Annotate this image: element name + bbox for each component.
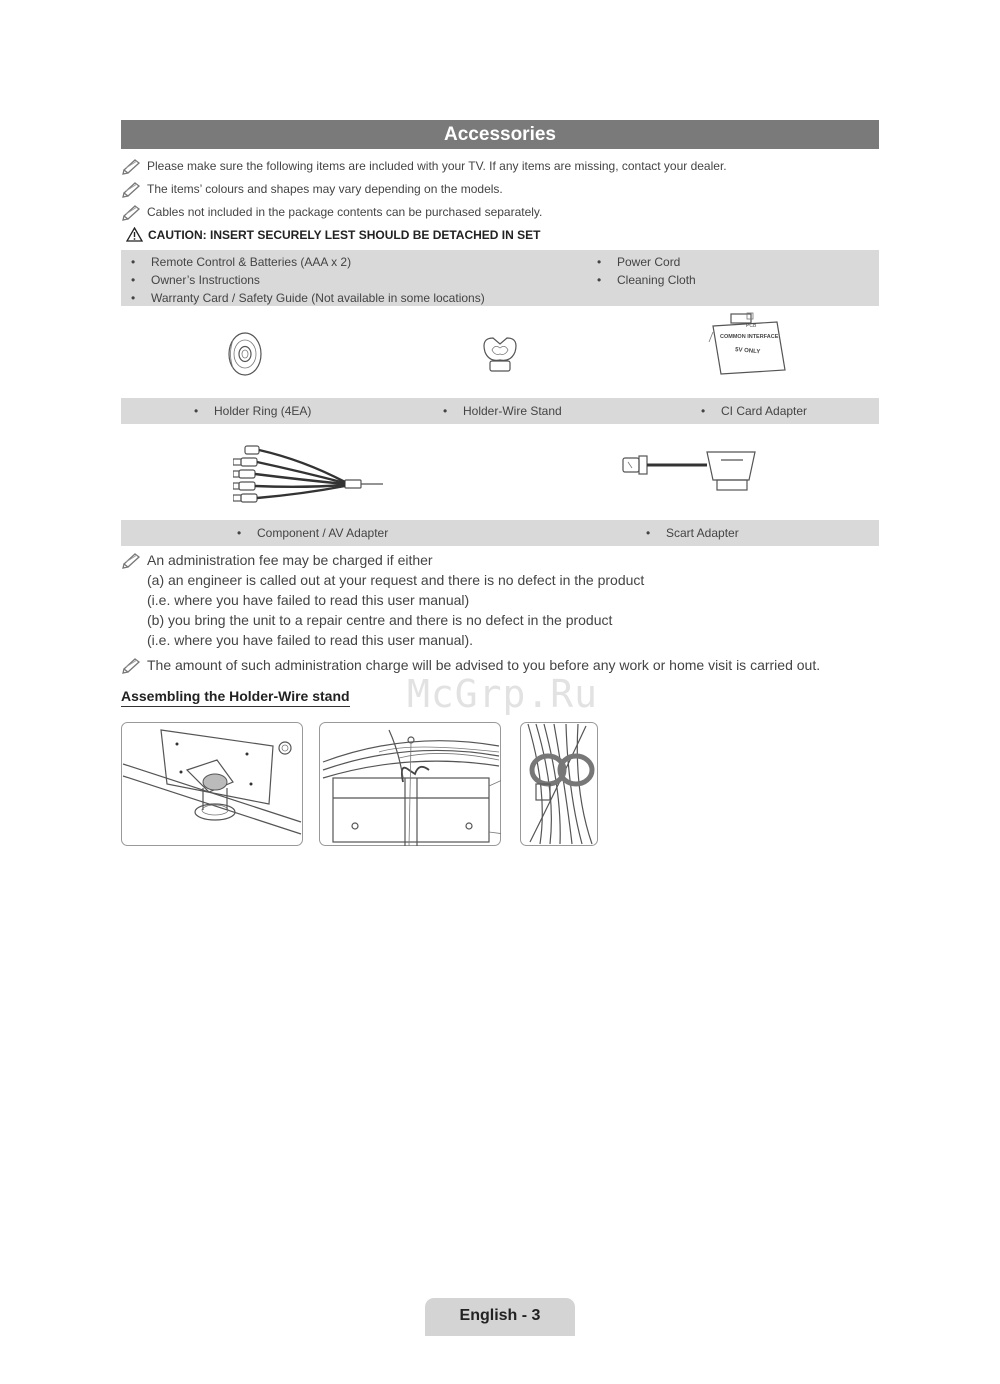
assembly-step-3-detail-image [520,722,598,846]
holder-wire-stand-label: • Holder-Wire Stand [463,398,562,424]
accessory-images-row-2 [121,424,879,520]
ci-card-adapter-image [707,312,791,378]
fee-line: (i.e. where you have failed to read this user manual). [147,632,474,648]
administration-fee-notes [121,550,879,650]
accessories-page [121,120,879,675]
caution-line [121,224,879,246]
holder-wire-stand-image [475,330,525,378]
watermark: McGrp.Ru [407,672,599,716]
note-text: Cables not included in the package contents can be purchased separately. [147,205,543,219]
fee-advice-text: The amount of such administration charge will be advised to you before any work or home visit is carried out. [147,657,821,673]
note-text: The items’ colours and shapes may vary depending on the models. [147,182,503,196]
note-pencil-icon [121,179,143,199]
accessory-labels-row-2 [121,520,879,546]
note-pencil-icon [121,156,143,176]
note-text: Please make sure the following items are included with your TV. If any items are missing, contact your dealer. [147,159,727,173]
accessory-labels-row-1 [121,398,879,424]
scart-adapter-image [621,446,761,496]
list-item: • Warranty Card / Safety Guide (Not available in some locations) [121,289,485,307]
note-pencil-icon [121,655,143,675]
note-colours [121,178,879,201]
list-item: • Owner’s Instructions [121,271,485,289]
caution-text: CAUTION: INSERT SECURELY LEST SHOULD BE DETACHED IN SET [148,228,541,242]
assembly-heading: Assembling the Holder-Wire stand [121,688,350,707]
fee-line: (a) an engineer is called out at your request and there is no defect in the product [147,572,645,588]
assembly-step-2-image [319,722,501,846]
component-av-adapter-image [233,442,385,506]
ci-card-adapter-label: • CI Card Adapter [721,398,807,424]
component-av-adapter-label: • Component / AV Adapter [257,520,388,546]
note-cables [121,201,879,224]
list-item: • Power Cord [587,253,696,271]
holder-ring-label: • Holder Ring (4EA) [214,398,311,424]
list-item: • Remote Control & Batteries (AAA x 2) [121,253,485,271]
note-pencil-icon [121,550,143,570]
warning-triangle-icon [126,227,143,242]
fee-line: (b) you bring the unit to a repair centre and there is no defect in the product [147,612,613,628]
holder-ring-image [225,330,263,378]
included-items-list [121,250,879,306]
fee-intro: An administration fee may be charged if either [147,552,433,568]
ci-card-common-interface-text: COMMON INTERFACE [720,334,779,340]
note-items-included [121,155,879,178]
section-title: Accessories [121,120,879,149]
ci-card-pcb-text: PCB [746,323,757,329]
assembly-step-1-image [121,722,303,846]
accessory-images-row-1 [121,306,879,398]
page-number-tab: English - 3 [425,1298,575,1336]
ci-card-5v-text: 5V ONLY [734,347,761,356]
scart-adapter-label: • Scart Adapter [666,520,739,546]
fee-line: (i.e. where you have failed to read this user manual) [147,592,470,608]
list-item: • Cleaning Cloth [587,271,696,289]
note-pencil-icon [121,202,143,222]
